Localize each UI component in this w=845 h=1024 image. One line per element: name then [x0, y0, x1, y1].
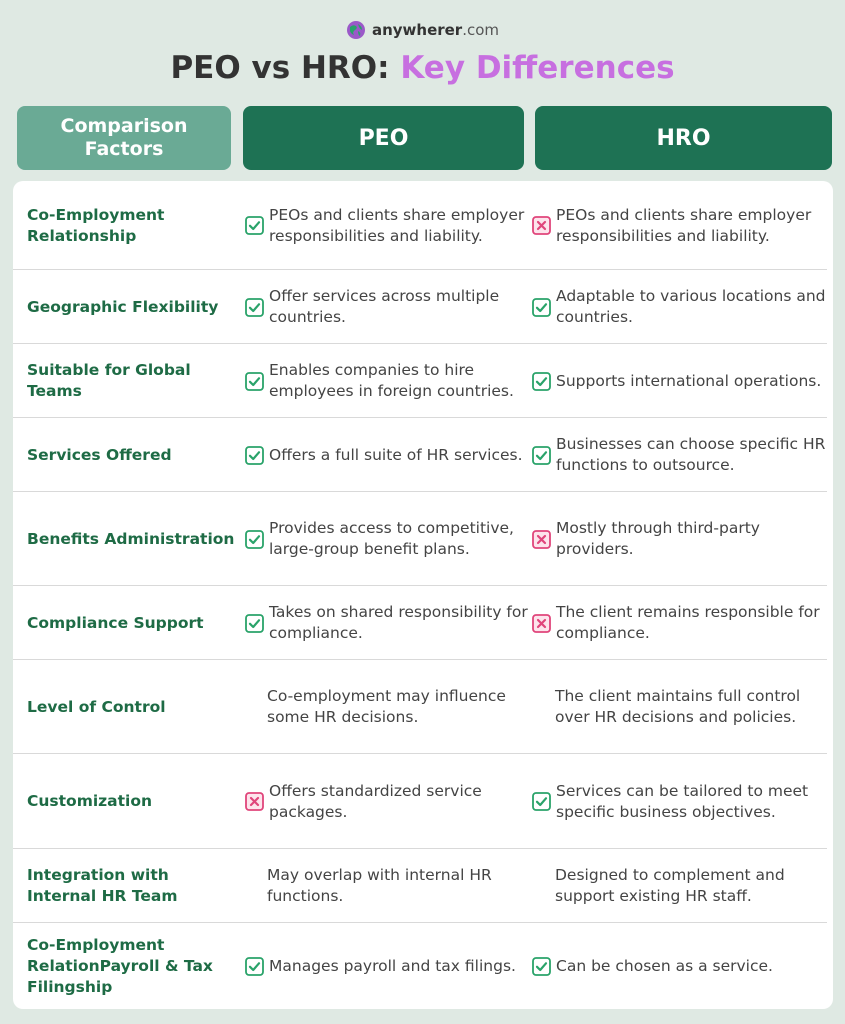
- check-icon: [532, 298, 551, 317]
- factor-label: Co-Employment RelationPayroll & Tax Filingship: [27, 935, 213, 996]
- hro-cell: [532, 923, 827, 1009]
- peo-text: Co-employment may influence some HR decisions.: [267, 687, 506, 726]
- hro-text: Adaptable to various locations and countries.: [556, 287, 826, 326]
- hro-text: Designed to complement and support existing HR staff.: [555, 866, 785, 905]
- page-title: PEO vs HRO: Key Differences: [170, 50, 675, 86]
- peo-cell: [245, 586, 535, 660]
- hro-text: Can be chosen as a service.: [556, 956, 773, 975]
- check-icon: [245, 614, 264, 633]
- factor-label: Integration with Internal HR Team: [27, 866, 178, 905]
- peo-text: Offers standardized service packages.: [269, 781, 482, 821]
- peo-cell: [245, 418, 535, 492]
- header-peo: PEO: [243, 106, 524, 170]
- check-icon: [532, 446, 551, 465]
- comparison-table: [13, 181, 833, 1009]
- table-row: [13, 586, 833, 660]
- cross-icon: [532, 614, 551, 633]
- check-icon: [532, 792, 551, 811]
- peo-text: PEOs and clients share employer responsibilities and liability.: [269, 205, 525, 245]
- hro-cell: [532, 270, 827, 344]
- peo-cell: [245, 754, 535, 849]
- factor-label: Benefits Administration: [27, 529, 235, 548]
- peo-cell: [245, 344, 535, 418]
- factor-label: Co-Employment Relationship: [27, 205, 165, 245]
- check-icon: [245, 216, 264, 235]
- hro-cell: [532, 418, 827, 492]
- brand: [0, 20, 845, 40]
- header-comparison-factors: Comparison Factors: [17, 106, 231, 170]
- factor-label: Geographic Flexibility: [27, 297, 219, 316]
- table-row: [13, 181, 833, 270]
- peo-text: Enables companies to hire employees in foreign countries.: [269, 361, 514, 400]
- header-hro: HRO: [535, 106, 832, 170]
- check-icon: [532, 957, 551, 976]
- hro-cell: [532, 754, 827, 849]
- check-icon: [245, 957, 264, 976]
- hro-cell: [532, 849, 827, 923]
- hro-text: Mostly through third-party providers.: [556, 519, 760, 558]
- peo-cell: [245, 492, 535, 586]
- check-icon: [245, 530, 264, 549]
- factor-label: Level of Control: [27, 697, 166, 716]
- table-row: [13, 344, 833, 418]
- check-icon: [245, 372, 264, 391]
- hro-text: Businesses can choose specific HR functions to outsource.: [556, 435, 826, 474]
- table-row: [13, 418, 833, 492]
- table-row: [13, 660, 833, 754]
- peo-text: Takes on shared responsibility for compliance.: [269, 603, 528, 642]
- cross-icon: [532, 530, 551, 549]
- peo-cell: [245, 270, 535, 344]
- brand-name: anywherer.com: [371, 21, 500, 39]
- hro-cell: [532, 660, 827, 754]
- table-row: [13, 270, 833, 344]
- factor-label: Compliance Support: [27, 613, 204, 632]
- peo-cell: [245, 849, 535, 923]
- hro-cell: [532, 344, 827, 418]
- cross-icon: [532, 216, 551, 235]
- peo-cell: [245, 181, 535, 270]
- hro-cell: [532, 586, 827, 660]
- hro-text: The client remains responsible for compliance.: [556, 603, 820, 642]
- factor-label: Services Offered: [27, 445, 172, 464]
- peo-text: Offers a full suite of HR services.: [269, 445, 523, 464]
- hro-text: PEOs and clients share employer responsibilities and liability.: [556, 205, 812, 245]
- cross-icon: [245, 792, 264, 811]
- table-row: [13, 754, 833, 849]
- table-row: [13, 923, 833, 1009]
- factor-label: Suitable for Global Teams: [27, 361, 191, 400]
- check-icon: [532, 372, 551, 391]
- peo-cell: [245, 660, 535, 754]
- hro-cell: [532, 181, 827, 270]
- hro-cell: [532, 492, 827, 586]
- factor-label: Customization: [27, 792, 153, 810]
- check-icon: [245, 446, 264, 465]
- hro-text: The client maintains full control over HR decisions and policies.: [555, 687, 801, 726]
- check-icon: [245, 298, 264, 317]
- peo-text: Manages payroll and tax filings.: [269, 956, 516, 975]
- peo-text: May overlap with internal HR functions.: [267, 866, 492, 905]
- globe-logo-icon: [346, 20, 366, 40]
- hro-text: Services can be tailored to meet specific business objectives.: [556, 781, 809, 821]
- peo-text: Provides access to competitive, large-group benefit plans.: [269, 519, 514, 558]
- peo-text: Offer services across multiple countries.: [269, 287, 500, 326]
- table-row: [13, 492, 833, 586]
- peo-cell: [245, 923, 535, 1009]
- table-row: [13, 849, 833, 923]
- hro-text: Supports international operations.: [556, 371, 822, 390]
